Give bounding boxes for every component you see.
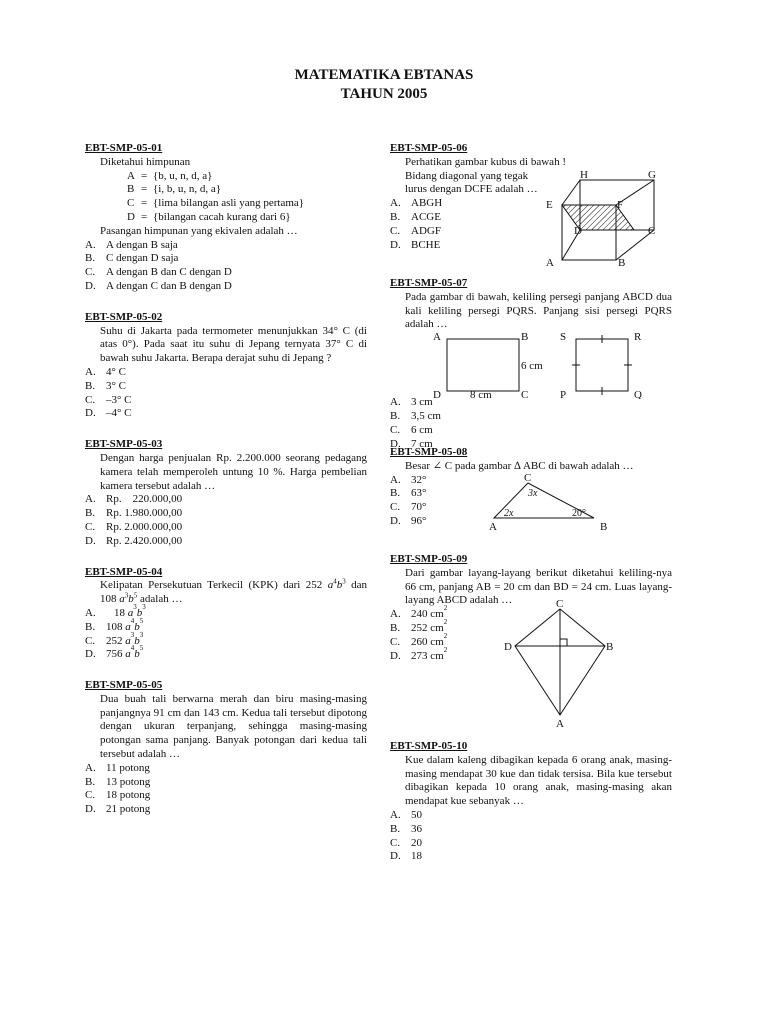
option-b[interactable]: B. 3,5 cm <box>390 409 441 422</box>
set-row <box>85 197 367 211</box>
cube-figure <box>540 168 670 268</box>
question-text: Dua buah tali berwarna merah dan biru masing-masing panjangnya 91 cm dan 143 cm. Kedua tali tersebut dipotong dengan ukuran terpanjang, sehingga masing-masing potongan sama panjang. Banyak potongan dari kedua tali tersebut adalah … <box>100 692 367 761</box>
right-column <box>390 142 672 881</box>
option-b[interactable]: B. 13 potong <box>85 775 151 788</box>
option-b[interactable]: B. 252 cm 2 <box>390 617 448 634</box>
option-b[interactable]: B. Rp. 1.980.000,00 <box>85 507 183 520</box>
option-c[interactable]: C. 252 a 3 b 3 <box>85 630 144 647</box>
option-d[interactable]: D. 7 cm <box>390 437 433 450</box>
question-1 <box>85 142 367 294</box>
question-text: Dengan harga penjualan Rp. 2.200.000 seorang pedagang kamera telah memperoleh untung 10 %. Harga pembelian kamera tersebut adalah … <box>100 451 367 492</box>
question-text: Suhu di Jakarta pada termometer menunjukkan 34° C (di atas 0°). Pada saat itu suhu di Jepang ternyata 37° C di bawah suhu Jakarta. Berapa derajat suhu di Jepang ? <box>100 324 367 365</box>
label-a: A <box>546 257 554 268</box>
option-c[interactable]: C. ADGF <box>390 224 441 237</box>
option-a[interactable]: A. ABGH <box>390 197 443 210</box>
option-a[interactable]: A. 32° <box>390 473 427 486</box>
question-4 <box>85 566 367 663</box>
option-a[interactable]: A. A dengan B saja <box>85 238 178 251</box>
label-a: A <box>556 718 564 729</box>
option-d[interactable]: D. 756 a 4 b 5 <box>85 644 144 661</box>
label-c: C <box>556 599 564 610</box>
doc-title-line1: MATEMATIKA EBTANAS <box>294 67 474 83</box>
label-b: B <box>521 331 529 343</box>
option-d[interactable]: D. 21 potong <box>85 803 151 816</box>
label-a: A <box>489 521 497 533</box>
doc-title-line2: TAHUN 2005 <box>340 86 428 102</box>
option-c[interactable]: C. 18 potong <box>85 789 151 802</box>
label-s: S <box>560 331 567 343</box>
option-c[interactable]: C. 6 cm <box>390 423 433 436</box>
option-b[interactable]: B. 108 a 4 b 5 <box>85 616 144 633</box>
left-column <box>85 142 367 834</box>
rectangle-abcd <box>447 339 519 391</box>
right-angle-mark <box>560 639 567 646</box>
label-d: D <box>574 225 582 237</box>
label-2x: 2x <box>504 508 514 519</box>
question-code: EBT-SMP-05-09 <box>390 553 468 565</box>
question-line: Perhatikan gambar kubus di bawah ! <box>405 155 566 168</box>
rectangle-square-figure <box>390 331 670 399</box>
option-a[interactable]: A. 3 cm <box>390 396 433 409</box>
set-row <box>85 170 367 184</box>
option-c[interactable]: C. 260 cm 2 <box>390 631 448 648</box>
set-def: {bilangan cacah kurang dari 6} <box>153 210 291 223</box>
label-e: E <box>546 199 553 211</box>
option-d[interactable]: D. 96° <box>390 514 427 527</box>
question-code: EBT-SMP-05-01 <box>85 142 163 154</box>
question-3 <box>85 438 367 548</box>
option-d[interactable]: D. 273 cm 2 <box>390 645 448 662</box>
option-c[interactable]: C. 20 <box>390 836 422 849</box>
label-a: A <box>433 331 441 343</box>
question-text: Kelipatan Persekutuan Terkecil (KPK) dari 252 $a^4b^3$ dan 108 $a^3b^5$ adalah … <box>100 577 367 606</box>
question-line: lurus dengan DCFE adalah … <box>405 183 538 196</box>
set-name: D <box>127 210 135 223</box>
question-9 <box>390 553 672 729</box>
option-d[interactable]: D. –4° C <box>85 407 132 420</box>
question-code: EBT-SMP-05-05 <box>85 679 163 692</box>
set-eq: = <box>141 183 148 196</box>
set-def: {b, u, n, d, a} <box>153 169 213 182</box>
question-8 <box>390 446 672 536</box>
label-c: C <box>648 225 656 237</box>
question-text: Dari gambar layang-layang berikut diketahui keliling-nya 66 cm, panjang AB = 20 cm dan BD = 24 cm. Luas layang-layang ABCD adalah … <box>405 566 672 607</box>
option-d[interactable]: D. BCHE <box>390 238 441 251</box>
label-q: Q <box>634 389 642 399</box>
set-eq: = <box>141 197 148 210</box>
option-a[interactable]: A. 11 potong <box>85 761 150 774</box>
option-a[interactable]: A. 50 <box>390 808 422 821</box>
option-b[interactable]: B. 36 <box>390 822 422 835</box>
label-c: C <box>524 474 532 484</box>
set-name: B <box>127 183 135 196</box>
option-a[interactable]: A. 240 cm 2 <box>390 604 448 621</box>
question-code: EBT-SMP-05-10 <box>390 740 468 752</box>
option-d[interactable]: D. 18 <box>390 850 422 863</box>
label-b: B <box>600 521 608 533</box>
question-line: Bidang diagonal yang tegak <box>405 169 529 182</box>
label-b: B <box>606 641 614 653</box>
question-code: EBT-SMP-05-03 <box>85 438 163 451</box>
question-intro: Diketahui himpunan <box>100 155 191 168</box>
label-3x: 3x <box>528 488 538 499</box>
label-p: P <box>560 389 567 399</box>
triangle-figure <box>482 474 632 534</box>
question-text: Pada gambar di bawah, keliling persegi panjang ABCD dua kali keliling persegi PQRS. Panjang sisi persegi PQRS adalah … <box>405 290 672 331</box>
question-2 <box>85 311 367 421</box>
label-6cm: 6 cm <box>521 360 543 372</box>
option-a[interactable]: A. 4° C <box>85 365 126 378</box>
question-code: EBT-SMP-05-02 <box>85 310 163 323</box>
question-10 <box>390 740 672 864</box>
question-text: Kue dalam kaleng dibagikan kepada 6 orang anak, masing-masing mendapat 30 kue dan tidak tersisa. Bila kue tersebut dibagikan kepada 10 orang anak, masing-masing akan mendapat kue sebanyak … <box>405 753 672 808</box>
option-d[interactable]: D. A dengan C dan B dengan D <box>85 279 232 292</box>
label-g: G <box>648 169 656 181</box>
question-5 <box>85 679 367 817</box>
cube-edge <box>562 180 580 205</box>
option-c[interactable]: C. –3° C <box>85 393 132 406</box>
question-code: EBT-SMP-05-07 <box>390 277 468 289</box>
option-c[interactable]: C. 70° <box>390 501 427 514</box>
set-row <box>85 211 367 225</box>
option-c[interactable]: C. Rp. 2.000.000,00 <box>85 520 183 533</box>
option-a[interactable]: A. Rp. 220.000,00 <box>85 493 183 506</box>
question-6 <box>390 142 672 268</box>
question-code: EBT-SMP-05-06 <box>390 142 468 154</box>
label-d: D <box>433 389 441 399</box>
question-code: EBT-SMP-05-04 <box>85 565 163 578</box>
label-b: B <box>618 257 626 268</box>
option-b[interactable]: B. 63° <box>390 487 427 500</box>
label-d: D <box>504 641 512 653</box>
label-20deg: 20° <box>572 508 586 519</box>
set-def: {lima bilangan asli yang pertama} <box>153 197 305 210</box>
square-pqrs <box>576 339 628 391</box>
option-b[interactable]: B. ACGE <box>390 210 441 223</box>
option-c[interactable]: C. A dengan B dan C dengan D <box>85 266 232 279</box>
set-name: C <box>127 197 135 210</box>
kite-figure <box>500 599 630 729</box>
set-row <box>85 183 367 197</box>
question-7 <box>390 277 672 450</box>
question-code: EBT-SMP-05-08 <box>390 446 468 458</box>
option-a[interactable]: A. 18 a 3 b 3 <box>85 602 146 619</box>
option-b[interactable]: B. 3° C <box>85 379 126 392</box>
label-r: R <box>634 331 642 343</box>
option-b[interactable]: B. C dengan D saja <box>85 252 179 265</box>
question-text: Besar ∠ C pada gambar ∆ ABC di bawah adalah … <box>405 459 634 472</box>
plane-dcfe <box>562 205 634 230</box>
set-eq: = <box>141 169 148 182</box>
label-h: H <box>580 169 588 181</box>
set-eq: = <box>141 210 148 223</box>
set-def: {i, b, u, n, d, a} <box>153 183 221 196</box>
set-name: A <box>127 169 135 182</box>
label-c: C <box>521 389 529 399</box>
label-f: F <box>617 199 624 211</box>
option-d[interactable]: D. Rp. 2.420.000,00 <box>85 534 183 547</box>
label-8cm: 8 cm <box>470 389 492 399</box>
question-text: Pasangan himpunan yang ekivalen adalah … <box>100 224 298 237</box>
